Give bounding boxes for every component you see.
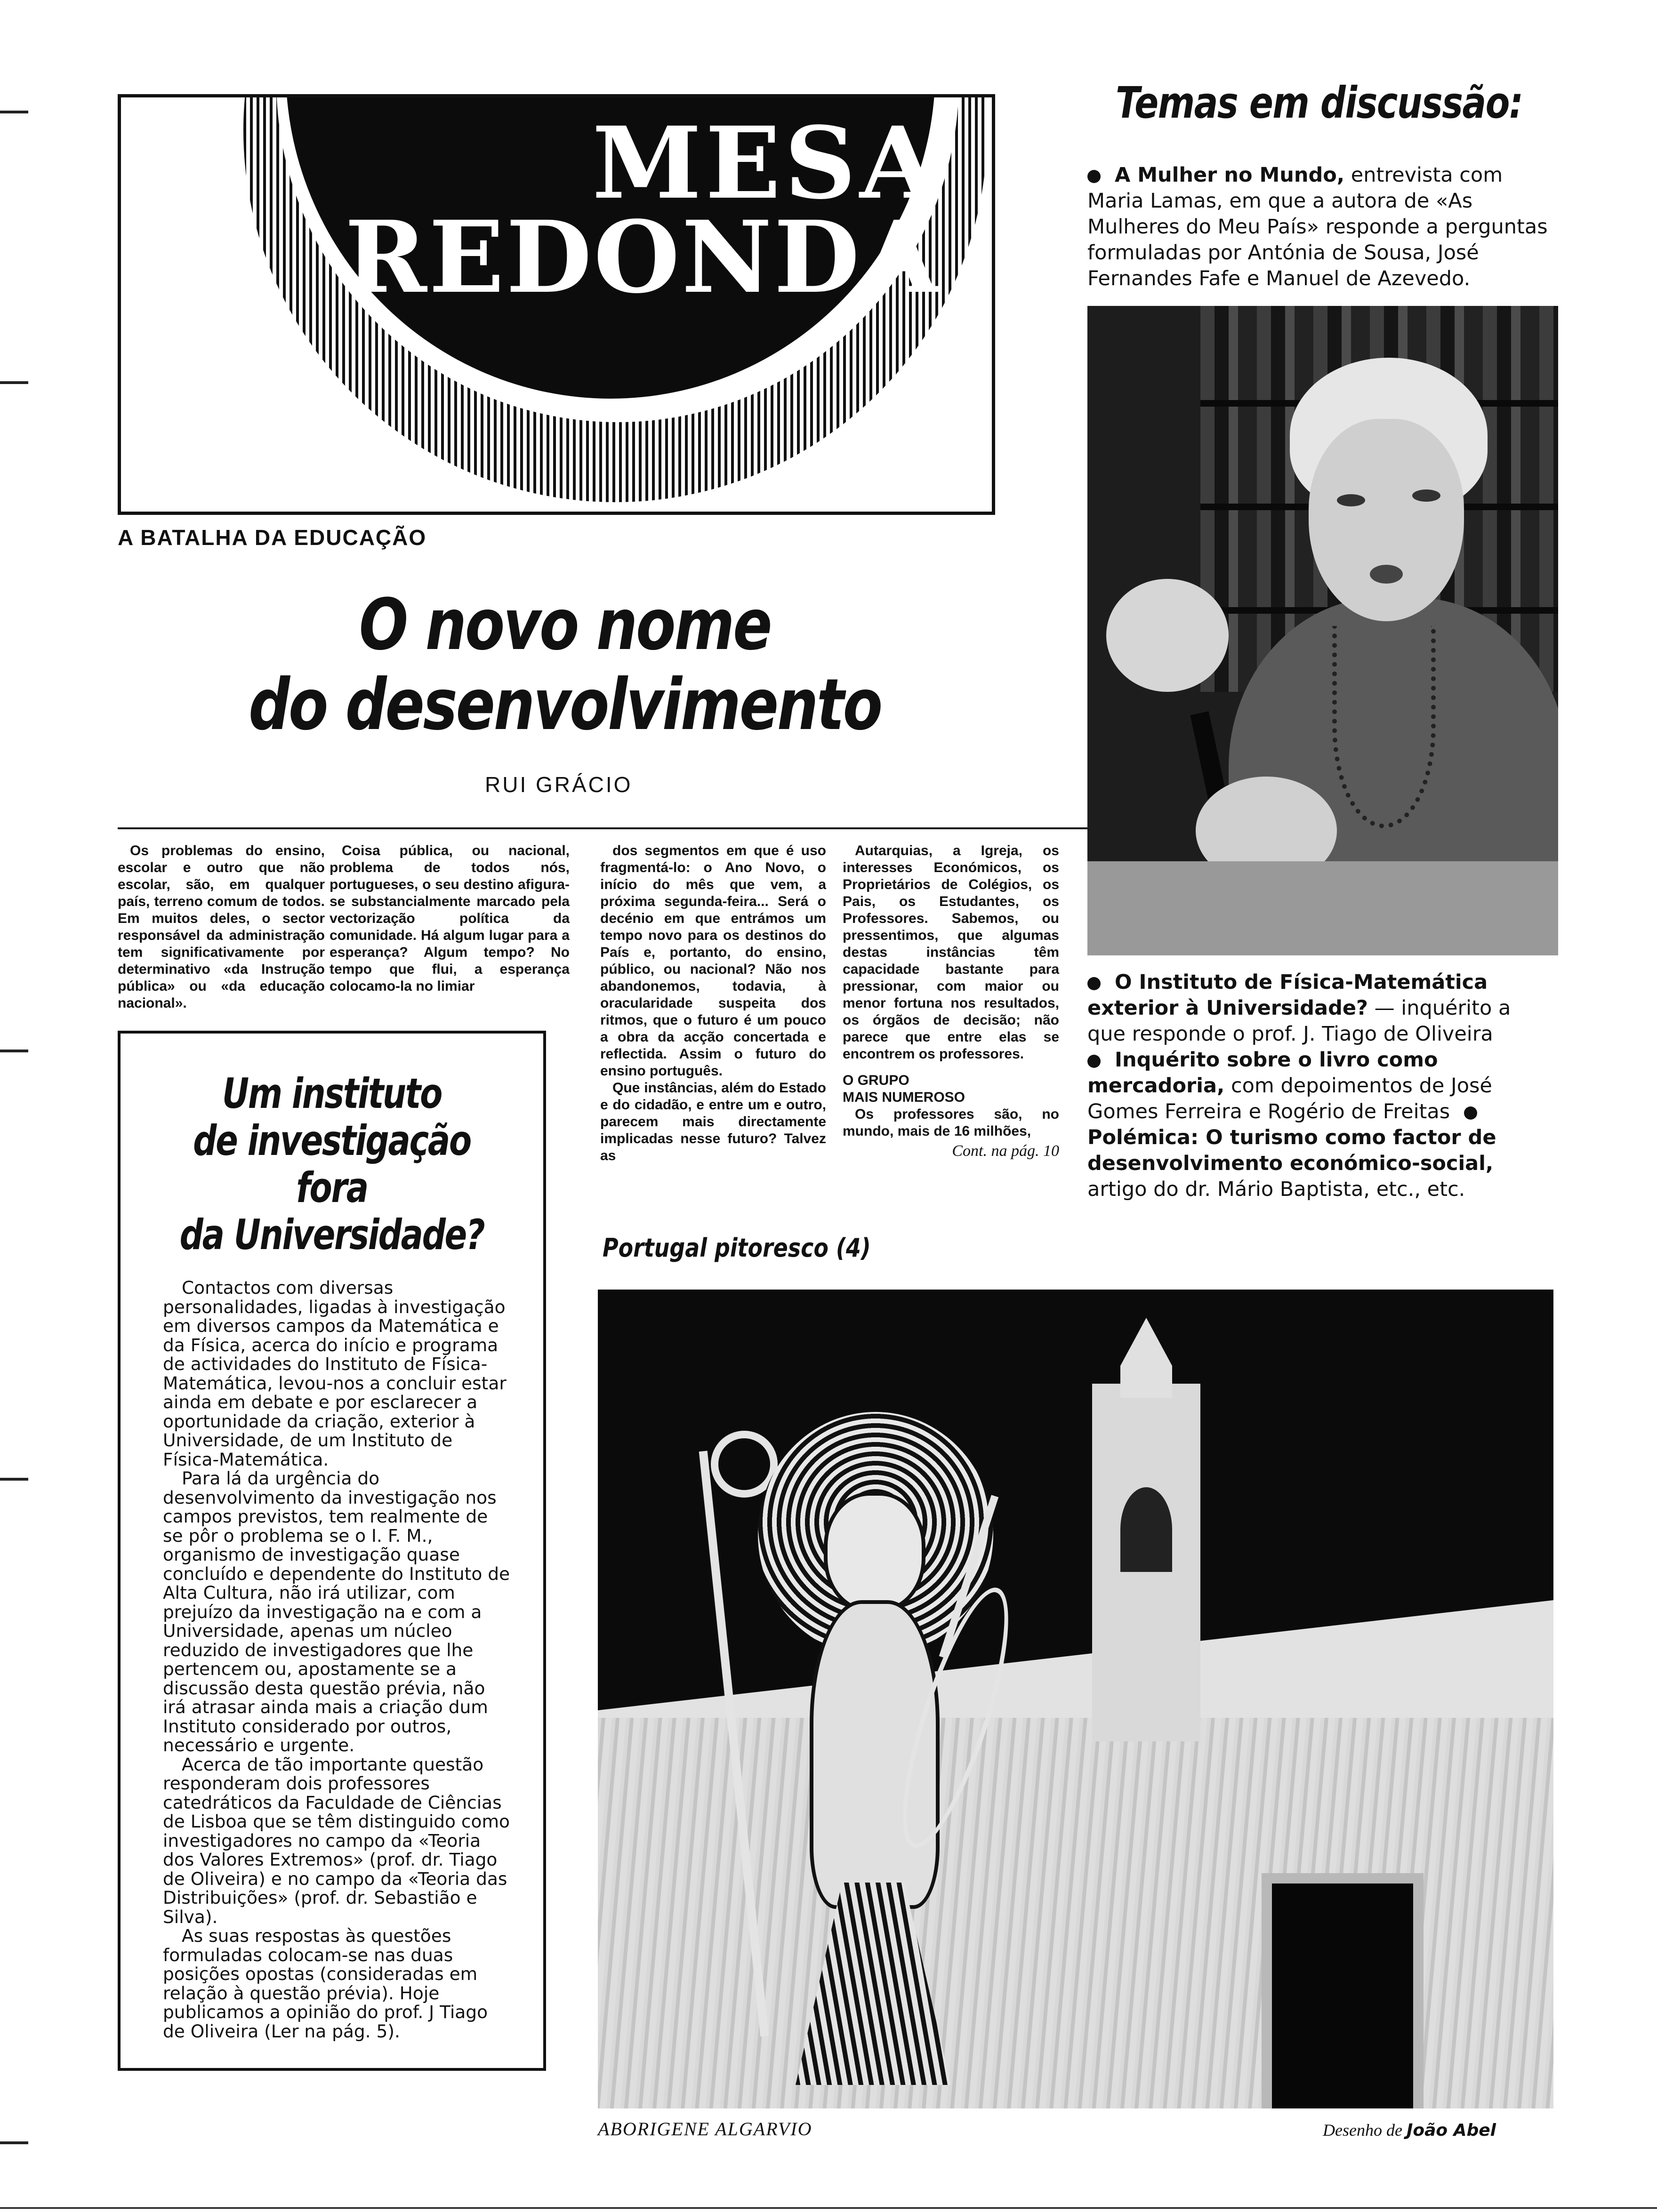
photo-mouth <box>1370 565 1403 584</box>
edge-mark <box>0 1050 28 1052</box>
masthead-title <box>345 105 940 315</box>
illustration-door <box>1262 1873 1424 2108</box>
temas-item-2-bold: O Instituto de Física-Matemática exterior à Universidade? <box>1087 970 1488 1020</box>
sidebar-paragraph: As suas respostas às questões formuladas colocam-se nas duas posições opostas (consideradas em relação à questão prévia). Hoje publicamos a opinião do prof. J Tiago de Oliveira (Ler na pág. 5). <box>163 1925 488 2042</box>
temas-title: Temas em discussão: <box>1116 78 1523 128</box>
photo-hand <box>1106 579 1229 692</box>
article-column-3 <box>600 842 826 1164</box>
photo-face <box>1309 419 1464 621</box>
photo-eye <box>1337 494 1365 506</box>
article-paragraph: Os professores são, no mundo, mais de 16 milhões, <box>843 1106 1059 1139</box>
illustration-credit-prefix: Desenho de <box>1323 2121 1407 2140</box>
article-paragraph: Autarquias, a Igreja, os interesses Económicos, os Proprietários de Colégios, os Pais, os Estudantes, os Professores. Sabemos, ou pressentimos, que algumas destas instâncias têm capacidade bastante para pressionar, com maior ou menor fortuna nos resultados, os órgãos de decisão; não parece que entre elas se encontrem os professores. <box>843 843 1059 1062</box>
sidebar-box <box>118 1031 546 2071</box>
illustration-figure <box>701 1412 1059 2094</box>
article-column-4 <box>843 842 1059 1160</box>
article-headline-line-1: O novo nome <box>359 584 771 666</box>
illustration-caption: ABORIGENE ALGARVIO <box>598 2118 812 2140</box>
temas-item-1-bold: A Mulher no Mundo, <box>1115 163 1345 187</box>
illustration-chimney-top <box>1120 1318 1172 1398</box>
masthead-line-2: REDONDA <box>345 199 940 315</box>
sidebar-body <box>163 1278 511 2041</box>
article-top-rule <box>118 827 1102 829</box>
sidebar-paragraph: Acerca de tão importante questão responderam dois professores catedráticos da Faculdade de Ciências de Lisboa que se têm distinguido como investigadores no campo da «Teoria dos Valores Extremos» (prof. dr. Tiago de Oliveira) e no campo da «Teoria das Distribuições» (prof. dr. Sebastião e Silva). <box>163 1754 510 1927</box>
article-headline-line-2: do desenvolvimento <box>249 664 881 746</box>
temas-item-4-text: artigo do dr. Mário Baptista, etc., etc. <box>1087 1178 1465 1201</box>
masthead <box>118 94 995 515</box>
edge-mark <box>0 381 28 384</box>
article-byline: RUI GRÁCIO <box>485 772 633 797</box>
sidebar-paragraph: Contactos com diversas personalidades, ligadas à investigação em diversos campos da Matemática e da Física, acerca do início e programa de actividades do Instituto de Física-Matemática, levou-nos a concluir estar ainda em debate e por esclarecer a oportunidade da criação, exterior à Universidade, de um Instituto de Física-Matemática. <box>163 1277 507 1470</box>
illustration-aborigene-algarvio <box>598 1290 1553 2108</box>
figure-head <box>824 1492 925 1612</box>
bullet-icon <box>1087 170 1101 183</box>
temas-item-1 <box>1087 162 1553 292</box>
article-column-2 <box>330 842 570 995</box>
sidebar-title-line-2: de investigação <box>193 1116 471 1165</box>
sidebar-title-line-4: da Universidade? <box>179 1210 484 1259</box>
bullet-icon <box>1464 1106 1477 1120</box>
temas-item-3-bold: Inquérito sobre o livro como mercadoria, <box>1087 1048 1438 1098</box>
figure-skirt <box>796 1883 951 2085</box>
illustration-credit <box>1323 2120 1496 2140</box>
edge-mark <box>0 111 28 113</box>
edge-mark <box>0 2141 28 2144</box>
illustration-credit-name: João Abel <box>1406 2121 1496 2140</box>
article-subhead: MAIS NUMEROSO <box>843 1090 965 1105</box>
sidebar-paragraph: Para lá da urgência do desenvolvimento da investigação nos campos previstos, tem realmente de se pôr o problema se o I. F. M., organismo de investigação quase concluído e dependente do Instituto de Alta Cultura, não irá utilizar, com prejuízo da investigação na e com a Universidade, apenas um núcleo reduzido de investigadores que lhe pertencem ou, apostamente se a discussão desta questão prévia, não irá atrasar ainda mais a criação dum Instituto considerado por outros, necessário e urgente. <box>163 1468 510 1755</box>
article-paragraph: Que instâncias, além do Estado e do cidadão, e entre um e outro, parecem mais directamente implicadas nesse futuro? Talvez as <box>600 1080 826 1163</box>
edge-mark <box>0 1478 28 1481</box>
photo-necklace <box>1332 626 1436 828</box>
illustration-chimney-window <box>1120 1487 1172 1572</box>
continuation-note: Cont. na pág. 10 <box>952 1142 1059 1160</box>
article-paragraph: dos segmentos em que é uso fragmentá-lo: o Ano Novo, o início do mês que vem, a próxima segunda-feira... Será o decénio em que entrámos um tempo novo para os destinos do País e, portanto, do ensino, público, ou nacional? Não nos abandonemos, todavia, à oracularidade suspeita dos ritmos, que o futuro é um pouco a obra da acção concertada e reflectida. Assim o futuro do ensino português. <box>600 843 826 1079</box>
temas-item-1-text: entrevista com Maria Lamas, em que a autora de «As Mulheres do Meu País» responde a perguntas formuladas por Antónia de Sousa, José Fernandes Fafe e Manuel de Azevedo. <box>1087 163 1548 290</box>
bullet-icon <box>1087 1055 1101 1068</box>
article-paragraph: Os problemas do ensino, escolar e outro que não escolar, são, em qualquer país, terreno comum de todos. Em muitos deles, o sector responsável da administração tem significativamente por determinativo «da Instrução pública» ou «da educação nacional». <box>118 843 325 1011</box>
article-subhead: O GRUPO <box>843 1073 909 1088</box>
sidebar-title-line-1: Um instituto <box>222 1069 442 1118</box>
photo-eye <box>1412 489 1440 502</box>
article-paragraph: Coisa pública, ou nacional, problema de todos nós, portugueses, o seu destino afigura-se substancialmente marcado pela vectorização política da comunidade. Há algum lugar para a esperança? Algum tempo? No tempo que flui, a esperança colocamo-la no limiar <box>330 843 570 994</box>
article-kicker: A BATALHA DA EDUCAÇÃO <box>118 525 427 550</box>
photo-table <box>1087 861 1558 955</box>
bullet-icon <box>1087 977 1101 990</box>
temas-item-2-text: — inquérito a que responde o prof. J. Tiago de Oliveira <box>1087 996 1511 1046</box>
portugal-section-title: Portugal pitoresco (4) <box>603 1233 871 1263</box>
masthead-line-1: MESA <box>592 105 940 221</box>
temas-item-3-text: com depoimentos de José Gomes Ferreira e Rogério de Freitas <box>1087 1074 1492 1123</box>
temas-item-2 <box>1087 970 1553 1202</box>
photo-maria-lamas <box>1087 306 1558 955</box>
page-bottom-rule <box>0 2207 1657 2209</box>
article-column-1 <box>118 842 325 1012</box>
temas-item-4-bold: Polémica: O turismo como factor de desenvolvimento económico-social, <box>1087 1126 1496 1175</box>
sidebar-title-line-3: fora <box>296 1163 368 1212</box>
